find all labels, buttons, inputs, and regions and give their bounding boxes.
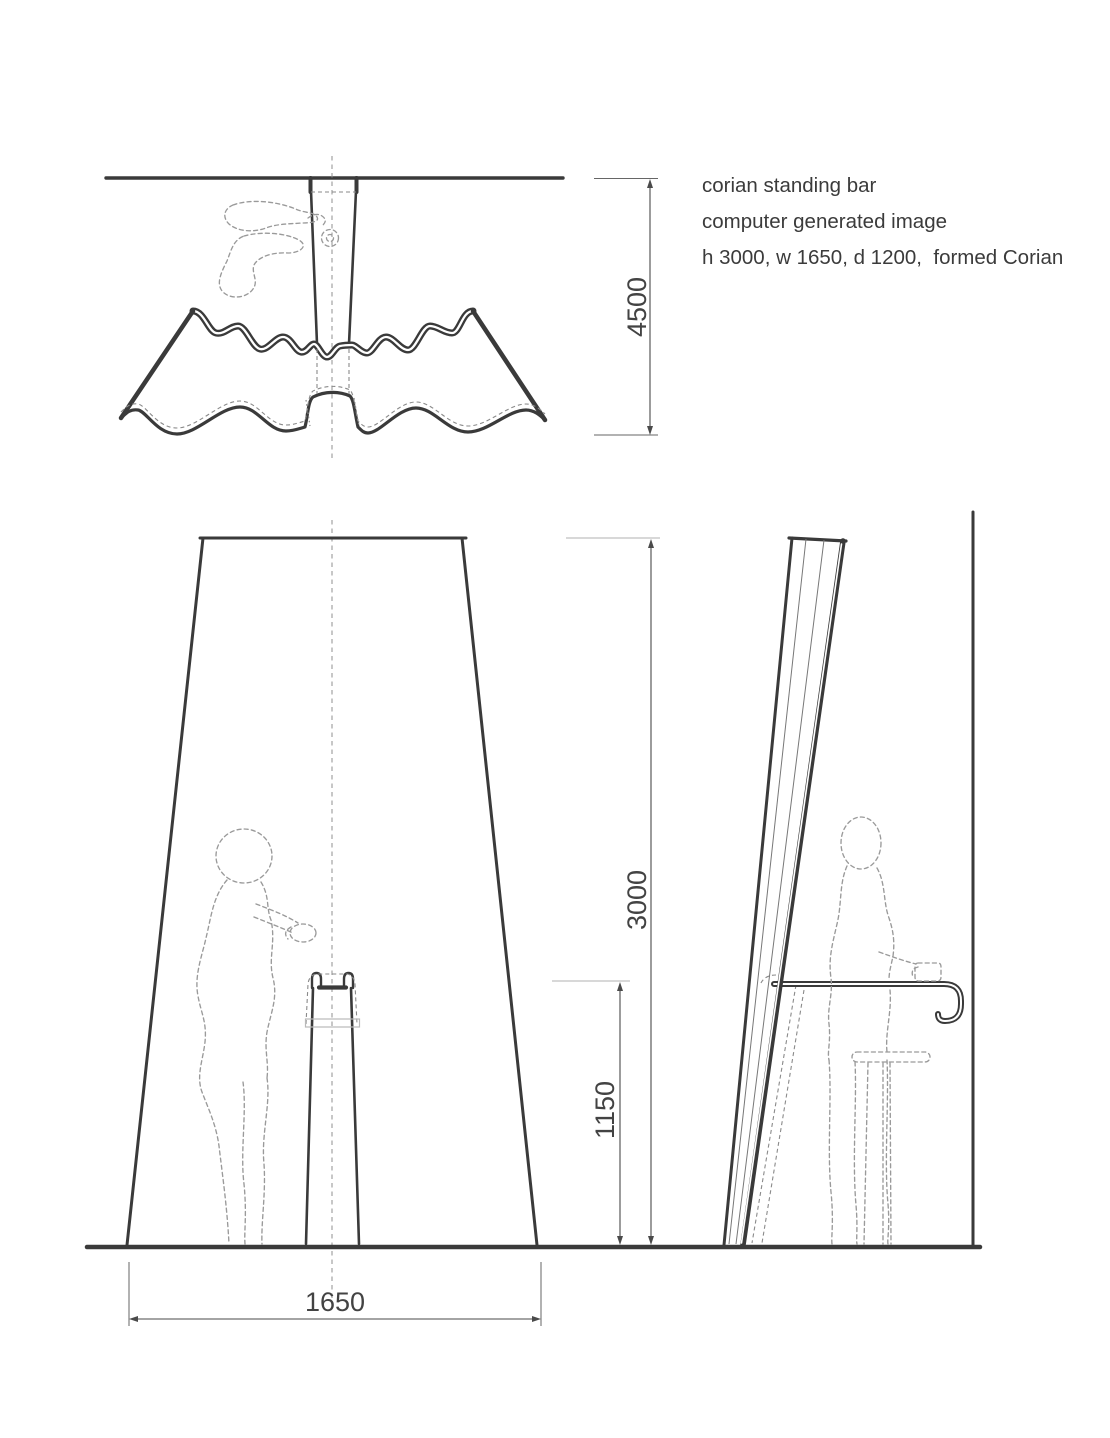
side-figure	[828, 817, 916, 1244]
side-stool	[852, 1052, 930, 1244]
side-bar	[774, 984, 961, 1021]
dimension-1650	[129, 1262, 541, 1326]
front-elevation	[127, 520, 537, 1305]
title-block	[702, 174, 1063, 269]
dim-label-4500: 4500	[622, 276, 652, 338]
front-cup	[290, 924, 316, 942]
plan-left-edge	[121, 311, 193, 418]
plan-cup	[322, 230, 339, 247]
side-elevation	[724, 512, 973, 1247]
dim-label-1150: 1150	[590, 1080, 620, 1140]
front-outline	[127, 538, 537, 1245]
plan-figure	[219, 201, 325, 297]
side-cup	[912, 963, 941, 981]
side-figure-head	[841, 817, 881, 869]
side-panel	[724, 538, 846, 1245]
title-line-1: corian standing bar	[702, 174, 877, 197]
dimension-4500	[594, 179, 658, 436]
dim-label-1650: 1650	[304, 1287, 366, 1317]
front-figure-head	[216, 829, 272, 883]
plan-corian-form	[121, 311, 545, 434]
plan-right-edge	[473, 311, 545, 420]
front-figure	[197, 829, 316, 1244]
plan-column	[311, 178, 357, 344]
plan-view	[106, 156, 563, 460]
side-figure-arm	[879, 952, 916, 964]
title-line-3: h 3000, w 1650, d 1200, formed Corian	[702, 246, 1064, 269]
dim-label-3000: 3000	[622, 869, 652, 931]
dimension-1150	[552, 981, 630, 1245]
title-line-2: computer generated image	[702, 210, 948, 233]
